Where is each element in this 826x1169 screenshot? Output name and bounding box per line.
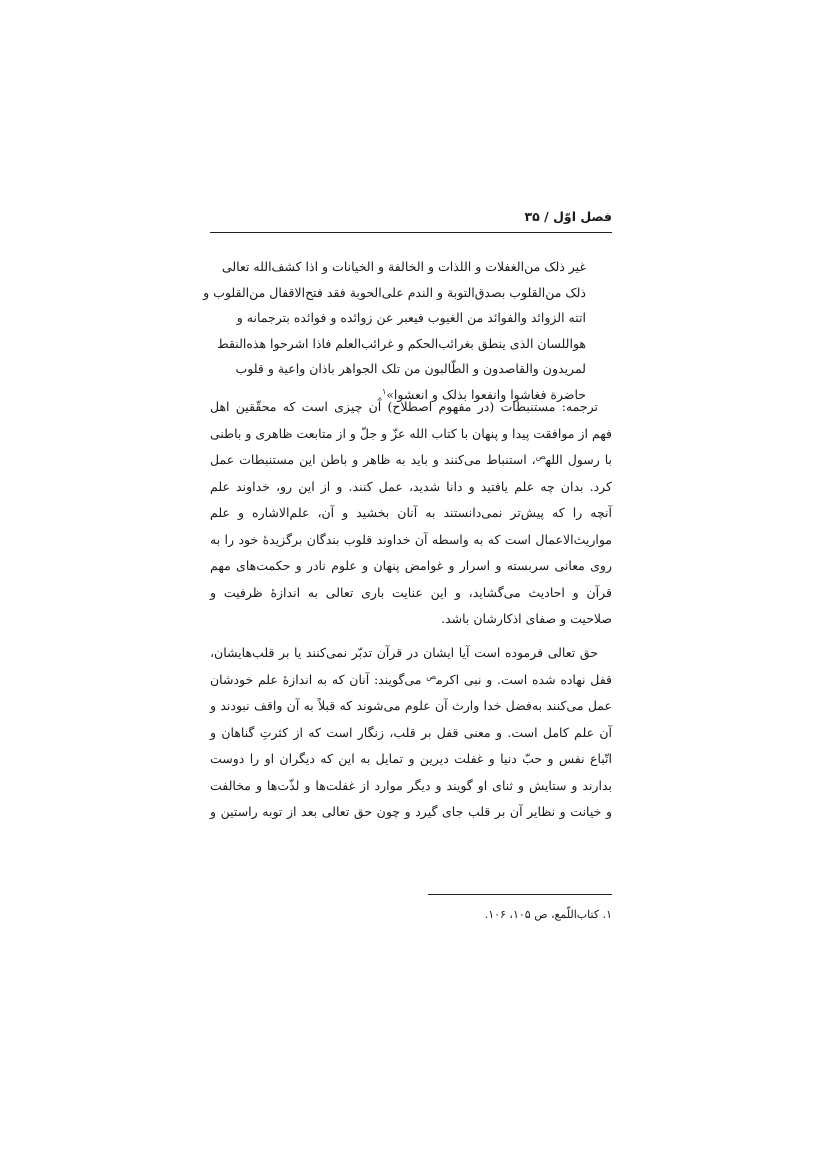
paragraph-line-part: قفل نهاده شده است. و نبی اکرم <box>436 671 612 687</box>
header-rule <box>210 232 612 233</box>
footnote-marker: ۱ <box>381 386 387 396</box>
paragraph-line: اتّباع نفس و حبّ دنیا و غفلت دیرین و تمایل به این که دیگران او را دوست <box>210 751 612 766</box>
paragraph-line: حق تعالی فرموده است آیا ایشان در قرآن تدبّر نمی‌کنند یا بر قلب‌هایشان، <box>210 645 598 660</box>
footnote-text: ۱. کتاب‌اللّمع، ص ۱۰۵، ۱۰۶. <box>484 908 612 921</box>
paragraph-line-part: با رسول الله <box>545 452 613 467</box>
paragraph-line-part: ، استنباط می‌کنند و باید به ظاهر و باطن این مستنبطات عمل <box>210 452 536 467</box>
paragraph-line <box>210 447 612 474</box>
running-header <box>210 206 612 228</box>
paragraph-translation <box>210 394 612 633</box>
paragraph-line: فهم از موافقت پیدا و پنهان با کتاب الله عزّ و جلّ و از متابعت ظاهری و باطنی <box>209 425 612 441</box>
quote-line: ذلک من‌القلوب بصدق‌التوبة و الندم علی‌الحوبة فقد فتح‌الاقفال من‌القلوب و <box>203 284 586 300</box>
paragraph-line: کرد. بدان چه علم یافتید و دانا شدید، عمل کنند. و از این رو، خداوند علم <box>210 478 613 494</box>
paragraph-line: مواریث‌الاعمال است که به واسطه آن خداوند قلوب بندگان برگزیدهٔ خود را به <box>210 531 612 547</box>
footnote-rule <box>428 894 612 895</box>
honorific-mark: ص <box>426 671 437 681</box>
paragraph-line: روی معانی سربسته و اسرار و غوامض پنهان و علوم نادر و حکمت‌های مهم <box>210 558 612 573</box>
quote-line: غیر ذلک من‌الغفلات و اللذات و الخالفة و الخیانات و اذا کشف‌الله تعالی <box>221 259 586 274</box>
paragraph-line: آنچه را که پیش‌تر نمی‌دانستند به آنان بخشید و آن، علم‌الاشاره و علم <box>210 505 612 520</box>
paragraph-line <box>210 667 612 694</box>
quote-line: اتته الزوائد والفوائد من الغیوب فیعبر عن زوائده و فوائده بترجمانه و <box>236 310 586 325</box>
paragraph-line: بدارند و ستایش و ثنای او گویند و دیگر موارد از غفلت‌ها و لذّت‌ها و مخالفت <box>210 777 612 793</box>
paragraph-line: آن علم کامل است. و معنی قفل بر قلب، زنگار است که از کثرتِ گناهان و <box>210 724 612 740</box>
footnote <box>210 906 612 924</box>
paragraph-commentary <box>210 640 612 826</box>
paragraph-line: قرآن و احادیث می‌گشاید، و این عنایت باری تعالی به اندازهٔ ظرفیت و <box>210 584 612 600</box>
paragraph-line-part: می‌گویند: آنان که به اندازهٔ علم خودشان <box>210 671 427 687</box>
paragraph-line: عمل می‌کنند به‌فضل خدا وارث آن علوم می‌شوند که قبلاً به آن واقف نبودند و <box>210 698 612 713</box>
paragraph-line: و خیانت و نظایر آن بر قلب جای گیرد و چون حق تعالی بعد از توبه راستین و <box>210 804 612 819</box>
quote-line: لمریدون والقاصدون و الطّالبون من تلک الجواهر باذان واعیة و قلوب <box>235 361 586 376</box>
paragraph-line: صلاحیت و صفای اذکارشان باشد. <box>441 611 612 626</box>
paragraph-line: ترجمه: مستنبطات (در مفهوم اصطلاح) آن چیزی است که محقّقین اهل <box>210 399 598 414</box>
quote-line-last: حاضرة فغاشوا وانفعوا بذلک و انعشوا»$^۱$. <box>377 386 586 402</box>
running-title: فصل اوّل / ۳۵ <box>524 209 612 224</box>
quote-line: هواللسان الذی ینطق بغرائب‌الحکم و غرائب‌العلم فاذا اشرحوا هذه‌النقط <box>217 335 586 351</box>
honorific-mark: ص <box>535 451 546 461</box>
quote-line-text: حاضرة فغاشوا وانفعوا بذلک و انعشوا» <box>386 386 586 402</box>
